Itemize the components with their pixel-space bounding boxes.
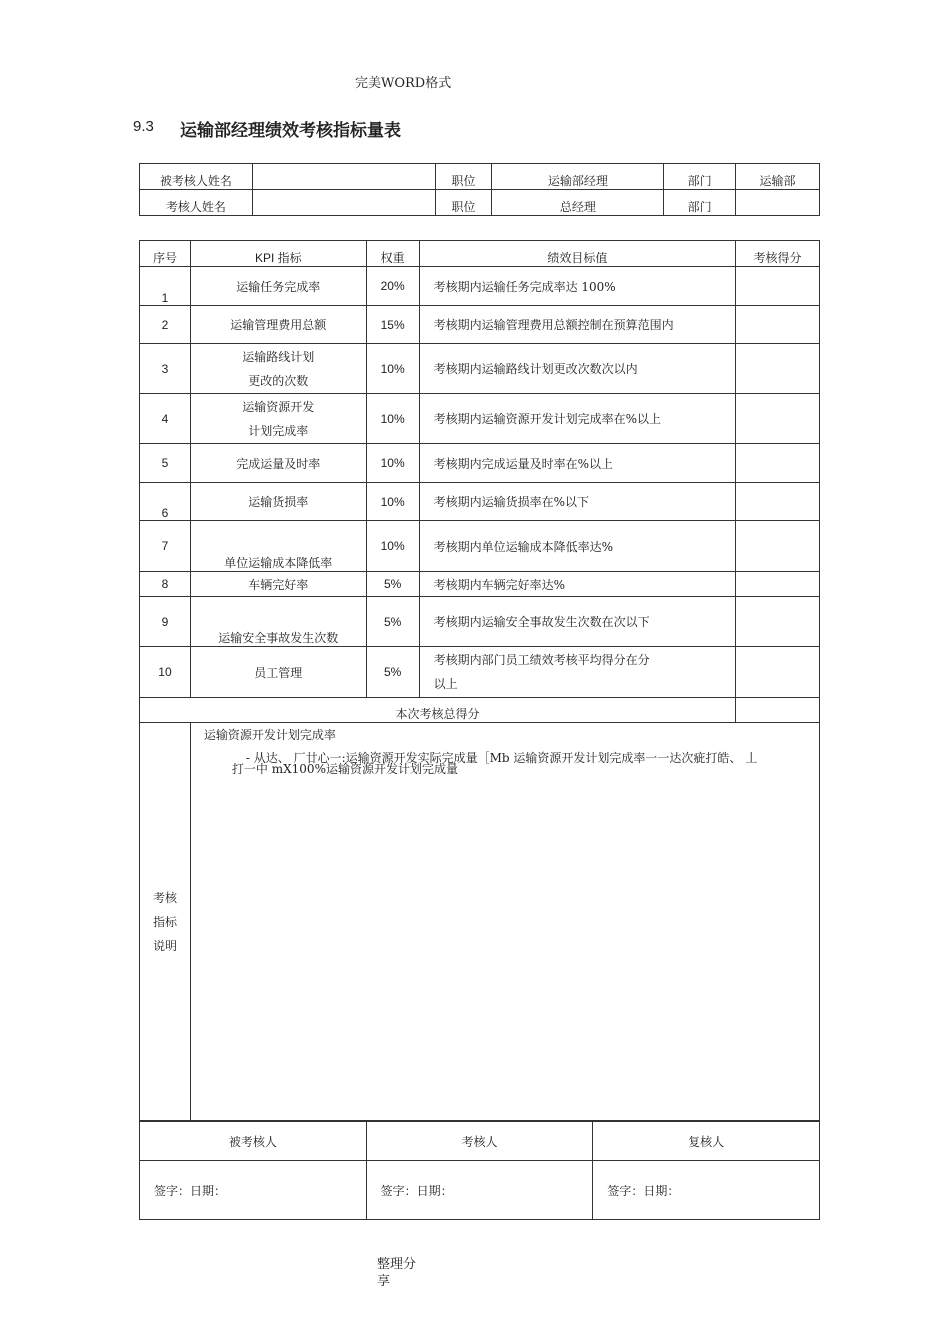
row-target: 考核期内运输货损率在%以下 [419,483,736,521]
row-no: 1 [140,267,191,306]
row-target: 考核期内运输任务完成率达 100% [419,267,736,306]
row-score-field[interactable] [736,306,820,344]
row-target: 考核期内运输管理费用总额控制在预算范围内 [419,306,736,344]
assessor-name-field[interactable] [252,190,435,216]
position-value: 总经理 [492,190,664,216]
row-no: 10 [140,647,191,698]
reviewer-sign-header: 复核人 [593,1122,820,1161]
row-kpi: 员工管理 [190,647,366,698]
section-title: 运输部经理绩效考核指标量表 [180,121,401,141]
section-number: 9.3 [133,118,154,135]
info-table [139,163,820,216]
row-target: 考核期内车辆完好率达% [419,572,736,597]
info-row-assessor [140,190,820,216]
row-kpi: 运输管理费用总额 [190,306,366,344]
row-kpi: 运输安全事故发生次数 [190,597,366,647]
row-score-field[interactable] [736,444,820,483]
position-value: 运输部经理 [492,164,664,190]
dept-value: 运输部 [736,164,820,190]
row-target: 考核期内部门员工绩效考核平均得分在分 以上 [419,647,736,698]
col-kpi-header: KPI 指标 [190,241,366,267]
row-no: 9 [140,597,191,647]
table-row [140,572,820,597]
total-score-field[interactable] [736,698,820,723]
row-target: 考核期内运输资源开发计划完成率在%以上 [419,394,736,444]
row-score-field[interactable] [736,267,820,306]
description-title: 运输资源开发计划完成率 [203,728,336,742]
signature-table [139,1121,820,1220]
col-score-header: 考核得分 [736,241,820,267]
table-row [140,647,820,698]
row-target: 考核期内完成运量及时率在%以上 [419,444,736,483]
dept-label: 部门 [664,190,736,216]
row-score-field[interactable] [736,521,820,572]
row-weight: 15% [366,306,419,344]
row-weight: 10% [366,521,419,572]
row-weight: 5% [366,572,419,597]
position-label: 职位 [435,190,492,216]
row-score-field[interactable] [736,647,820,698]
kpi-table [139,240,820,1121]
dept-value-field[interactable] [736,190,820,216]
description-row [140,723,820,1121]
row-kpi: 运输资源开发 计划完成率 [190,394,366,444]
row-target: 考核期内运输路线计划更改次数次以内 [419,344,736,394]
col-no-header: 序号 [140,241,191,267]
row-target: 考核期内单位运输成本降低率达% [419,521,736,572]
row-no: 2 [140,306,191,344]
description-content [190,723,819,1121]
table-row [140,394,820,444]
row-weight: 10% [366,344,419,394]
description-formula-line1: - 从达、 厂廿心一:运输资源开发实际完成量［Mb 运输资源开发计划完成率一一达次疵打皓、 丄 [245,751,758,765]
row-target: 考核期内运输安全事故发生次数在次以下 [419,597,736,647]
row-weight: 10% [366,483,419,521]
row-kpi: 单位运输成本降低率 [190,521,366,572]
row-kpi: 运输货损率 [190,483,366,521]
assessor-sign-header: 考核人 [366,1122,593,1161]
row-no: 8 [140,572,191,597]
row-kpi: 运输任务完成率 [190,267,366,306]
table-row [140,521,820,572]
row-score-field[interactable] [736,597,820,647]
table-row [140,444,820,483]
row-kpi: 完成运量及时率 [190,444,366,483]
row-weight: 10% [366,444,419,483]
info-row-assessee [140,164,820,190]
assessee-label: 被考核人姓名 [140,164,253,190]
assessee-signature-field[interactable]: 签字：日期： [140,1161,367,1220]
table-row [140,344,820,394]
kpi-header-row [140,241,820,267]
page-footer: 整理分享 [377,1257,417,1289]
description-formula-line2: 打一中 mX100%运输资源开发计划完成量 [231,762,458,776]
row-no: 3 [140,344,191,394]
dept-label: 部门 [664,164,736,190]
total-row [140,698,820,723]
description-label: 考核 指标 说明 [140,723,191,1121]
row-score-field[interactable] [736,394,820,444]
reviewer-signature-field[interactable]: 签字：日期： [593,1161,820,1220]
row-weight: 5% [366,597,419,647]
position-label: 职位 [435,164,492,190]
page-header: 完美WORD格式 [355,76,452,91]
assessor-label: 考核人姓名 [140,190,253,216]
row-no: 7 [140,521,191,572]
signature-row [140,1161,820,1220]
row-weight: 20% [366,267,419,306]
col-target-header: 绩效目标值 [419,241,736,267]
table-row [140,597,820,647]
row-weight: 5% [366,647,419,698]
table-row [140,306,820,344]
assessee-sign-header: 被考核人 [140,1122,367,1161]
assessor-signature-field[interactable]: 签字：日期： [366,1161,593,1220]
row-score-field[interactable] [736,344,820,394]
table-row [140,483,820,521]
assessee-name-field[interactable] [252,164,435,190]
signature-header-row [140,1122,820,1161]
total-score-label: 本次考核总得分 [140,698,736,723]
col-weight-header: 权重 [366,241,419,267]
row-kpi: 运输路线计划 更改的次数 [190,344,366,394]
row-weight: 10% [366,394,419,444]
row-score-field[interactable] [736,572,820,597]
row-no: 5 [140,444,191,483]
row-no: 4 [140,394,191,444]
row-no: 6 [140,483,191,521]
table-row [140,267,820,306]
row-kpi: 车辆完好率 [190,572,366,597]
row-score-field[interactable] [736,483,820,521]
